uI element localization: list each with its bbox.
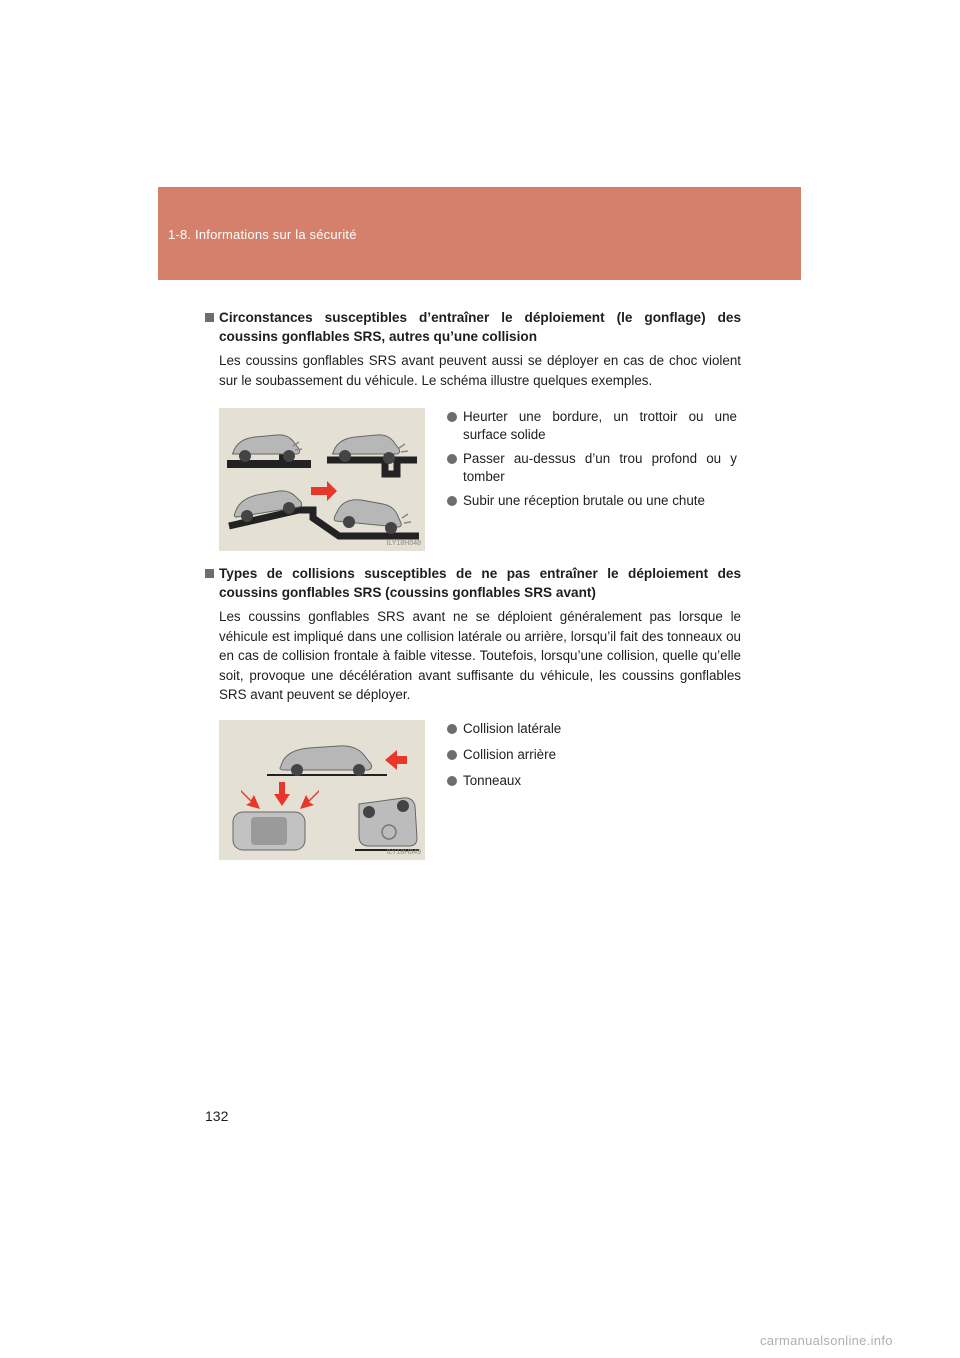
section-paragraph: Les coussins gonflables SRS avant peuvent aussi se déployer en cas de choc violent sur le soubassement du véhicule. Le schéma illustre quelques exemples. <box>219 353 741 388</box>
deployment-examples-list <box>447 408 737 510</box>
chapter-header-band <box>158 187 801 280</box>
section-paragraph: Les coussins gonflables SRS avant ne se déploient généralement pas lorsque le véhicule est impliqué dans une collision latérale ou arrière, lorsqu’il fait des tonneaux ou en cas de collision frontale à faible vitesse. Toutefois, lorsqu’une collision, quelle qu’elle soit, provoque une décélération avant suffisante du véhicule, les coussins gonflables SRS avant peuvent se déployer. <box>219 609 741 702</box>
section-heading: Types de collisions susceptibles de ne pas entraîner le déploiement des coussins gonflables SRS (coussins gonflables SRS avant) <box>219 566 741 600</box>
bullet-icon <box>447 412 457 422</box>
watermark: carmanualsonline.info <box>760 1333 893 1348</box>
bullet-icon <box>447 454 457 464</box>
section-title: 1-8. Informations sur la sécurité <box>168 227 357 242</box>
list-item: Collision latérale <box>447 720 737 738</box>
list-item: Passer au-dessus d’un trou profond ou y tomber <box>447 450 737 486</box>
square-bullet-icon <box>205 313 214 322</box>
bullet-icon <box>447 776 457 786</box>
figure-code: ILY18H049 <box>386 849 421 856</box>
bullet-icon <box>447 750 457 760</box>
bullet-icon <box>447 724 457 734</box>
list-item: Tonneaux <box>447 772 737 790</box>
underbody-impact-illustration <box>219 408 425 551</box>
list-item: Subir une réception brutale ou une chute <box>447 492 737 510</box>
collision-types-illustration <box>219 720 425 860</box>
collision-types-list <box>447 720 737 790</box>
square-bullet-icon <box>205 569 214 578</box>
bullet-icon <box>447 496 457 506</box>
list-item: Collision arrière <box>447 746 737 764</box>
list-item: Heurter une bordure, un trottoir ou une surface solide <box>447 408 737 444</box>
figure-code: ILY18H048 <box>386 540 421 547</box>
page-number: 132 <box>205 1108 229 1124</box>
section-heading: Circonstances susceptibles d’entraîner le déploiement (le gonflage) des coussins gonflables SRS, autres qu’une collision <box>219 310 741 344</box>
section-deployment-circumstances <box>205 308 741 390</box>
section-non-deployment-collisions <box>205 564 741 705</box>
